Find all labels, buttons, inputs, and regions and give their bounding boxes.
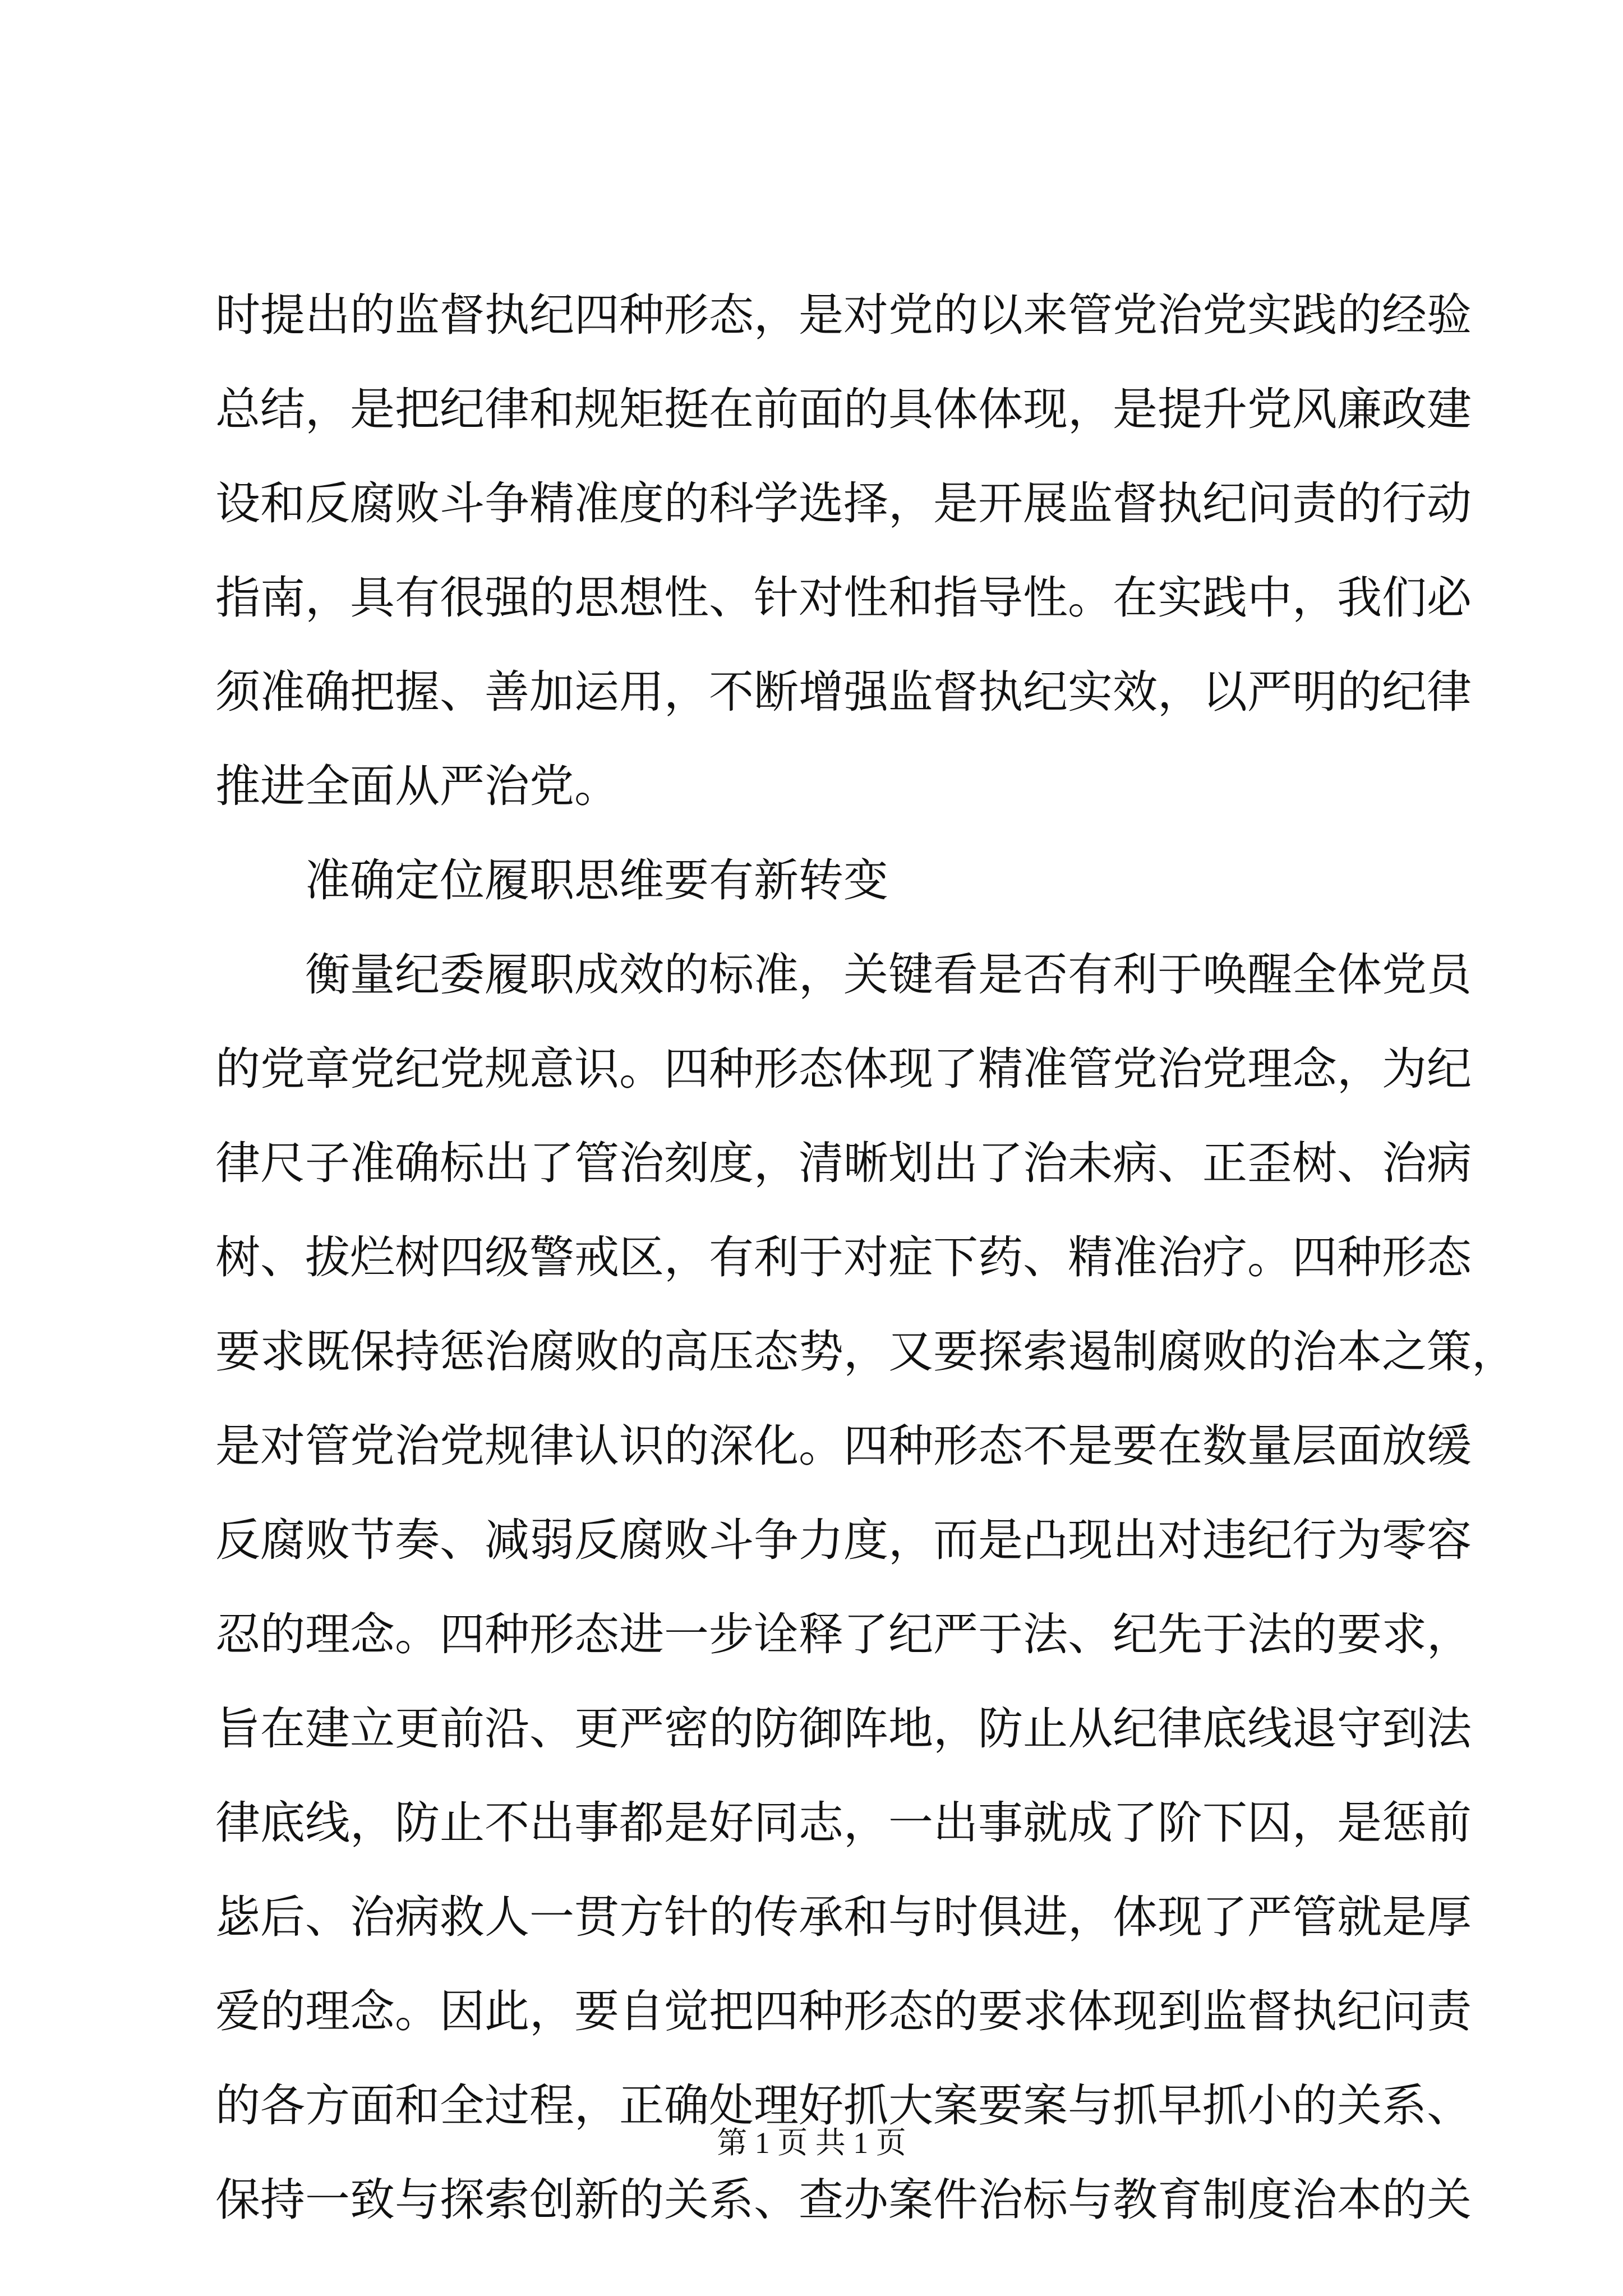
text-line: 毖后、治病救人一贯方针的传承和与时俱进，体现了严管就是厚 (215, 1891, 1472, 1943)
text-line: 树、拔烂树四级警戒区，有利于对症下药、精准治疗。四种形态 (215, 1231, 1472, 1283)
page-footer: 第 1 页 共 1 页 (717, 2126, 906, 2160)
text-line: 推进全面从严治党。 (215, 760, 619, 812)
text-line: 时提出的监督执纪四种形态，是对党的以来管党治党实践的经验 (215, 289, 1472, 341)
paragraph-2 (215, 928, 1516, 2247)
text-line: 律尺子准确标出了管治刻度，清晰划出了治未病、正歪树、治病 (215, 1137, 1472, 1189)
text-line: 总结，是把纪律和规矩挺在前面的具体体现，是提升党风廉政建 (215, 383, 1472, 435)
text-line: 保持一致与探索创新的关系、查办案件治标与教育制度治本的关 (215, 2174, 1472, 2226)
document-body (215, 268, 1516, 2247)
text-line: 设和反腐败斗争精准度的科学选择，是开展监督执纪问责的行动 (215, 477, 1472, 530)
text-line: 爱的理念。因此，要自觉把四种形态的要求体现到监督执纪问责 (215, 1985, 1472, 2037)
text-line: 衡量纪委履职成效的标准，关键看是否有利于唤醒全体党员 (305, 949, 1472, 1001)
paragraph-1 (215, 268, 1472, 834)
text-line: 反腐败节奏、减弱反腐败斗争力度，而是凸现出对违纪行为零容 (215, 1514, 1472, 1566)
text-line: 旨在建立更前沿、更严密的防御阵地，防止从纪律底线退守到法 (215, 1703, 1472, 1755)
text-line: 忍的理念。四种形态进一步诠释了纪严于法、纪先于法的要求， (215, 1608, 1472, 1660)
text-line: 指南，具有很强的思想性、针对性和指导性。在实践中，我们必 (215, 572, 1472, 624)
text-line: 的各方面和全过程，正确处理好抓大案要案与抓早抓小的关系、 (215, 2079, 1472, 2132)
text-line: 律底线，防止不出事都是好同志，一出事就成了阶下囚，是惩前 (215, 1797, 1472, 1849)
section-heading: 准确定位履职思维要有新转变 (305, 854, 888, 907)
text-line: 要求既保持惩治腐败的高压态势，又要探索遏制腐败的治本之策， (215, 1326, 1516, 1378)
text-line: 须准确把握、善加运用，不断增强监督执纪实效，以严明的纪律 (215, 666, 1472, 718)
text-line: 的党章党纪党规意识。四种形态体现了精准管党治党理念，为纪 (215, 1043, 1472, 1095)
text-line: 是对管党治党规律认识的深化。四种形态不是要在数量层面放缓 (215, 1420, 1472, 1472)
